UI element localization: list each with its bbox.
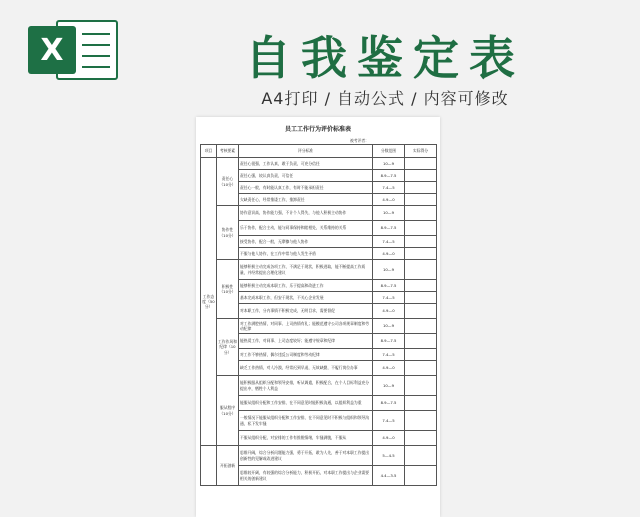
score-range-cell: 8.9—7.5: [373, 280, 405, 292]
evaluatee-label: 被考评者：: [350, 138, 369, 143]
factor-cell: 责任心（10分）: [217, 158, 239, 206]
score-range-cell: 7.4—5: [373, 236, 405, 248]
criteria-cell: 能热爱工作，对同事、上司态度较好；能遵守规章和纪律: [239, 334, 373, 349]
table-header-row: [201, 145, 437, 158]
actual-score-cell[interactable]: [405, 248, 437, 260]
criteria-cell: 对工作满腔热情，对同事、上司热情有礼；能模范遵守公司各项规章制度和劳动纪律: [239, 319, 373, 334]
item-cell: 工作态度（50分）: [201, 158, 217, 446]
actual-score-cell[interactable]: [405, 206, 437, 221]
criteria-cell: 一般情况下能服从组织分配和工作安排，在不同意见时不积极与组织和领导沟通，私下发牢骚: [239, 411, 373, 431]
column-header: 分数范围: [373, 145, 405, 158]
table-row: [201, 319, 437, 334]
table-body: [201, 158, 437, 486]
column-header: 考核要素: [217, 145, 239, 158]
score-range-cell: 8.9—7.5: [373, 334, 405, 349]
score-range-cell: 8.9—7.5: [373, 170, 405, 182]
criteria-cell: 责任心一般，有时能认真工作，有时不能承担责任: [239, 182, 373, 194]
actual-score-cell[interactable]: [405, 304, 437, 319]
factor-cell: 工作作风和纪律（10分）: [217, 319, 239, 376]
actual-score-cell[interactable]: [405, 221, 437, 236]
score-range-cell: 10—9: [373, 376, 405, 396]
table-row: [201, 206, 437, 221]
criteria-cell: 欠缺责任心，经常推诿工作，推卸责任: [239, 194, 373, 206]
actual-score-cell[interactable]: [405, 260, 437, 280]
actual-score-cell[interactable]: [405, 182, 437, 194]
criteria-cell: 接受协作，配合一般，无摩擦与他人协作: [239, 236, 373, 248]
score-range-cell: 4.4—3.5: [373, 466, 405, 486]
factor-cell: 开拓创新: [217, 446, 239, 486]
factor-cell: 协作性（10分）: [217, 206, 239, 260]
excel-logo: [28, 20, 118, 80]
criteria-cell: 对工作不够热情，偶尔违反公司制度和劳动纪律: [239, 349, 373, 361]
table-row: [201, 158, 437, 170]
criteria-cell: 缺乏工作热情，对人冷漠，经常迟到早退，无故缺勤，不履行岗位办事: [239, 361, 373, 376]
document-preview: [196, 117, 440, 517]
criteria-cell: 能服从组织分配和工作安排，在不同意见时能积极沟通，以组织利益为重: [239, 396, 373, 411]
criteria-cell: 能够积极主动完成本职工作，乐于提高和改进工作: [239, 280, 373, 292]
sheet-title: 员工工作行为评价标准表: [284, 126, 351, 133]
factor-cell: 积极性（10分）: [217, 260, 239, 319]
criteria-cell: 思维较开阔，有较强的综合分析能力，积极开拓，对本职工作提出与企业需要相关的创新建议: [239, 466, 373, 486]
table-row: [201, 260, 437, 280]
score-range-cell: 10—9: [373, 319, 405, 334]
criteria-cell: 对本职工作，分内事情不积极完成，无明目求，需要督促: [239, 304, 373, 319]
factor-cell: 服从程序（10分）: [217, 376, 239, 446]
actual-score-cell[interactable]: [405, 236, 437, 248]
score-range-cell: 8.9—7.5: [373, 396, 405, 411]
actual-score-cell[interactable]: [405, 158, 437, 170]
excel-x-icon: X: [28, 26, 76, 74]
actual-score-cell[interactable]: [405, 170, 437, 182]
actual-score-cell[interactable]: [405, 361, 437, 376]
table-row: [201, 376, 437, 396]
score-range-cell: 7.4—5: [373, 182, 405, 194]
score-range-cell: 10—9: [373, 158, 405, 170]
score-range-cell: 4.9—0: [373, 304, 405, 319]
actual-score-cell[interactable]: [405, 194, 437, 206]
actual-score-cell[interactable]: [405, 319, 437, 334]
score-range-cell: 7.4—5: [373, 411, 405, 431]
criteria-cell: 不服从组织分配，对安排的工作有推脱情绪，牢骚满腹，不服从: [239, 431, 373, 446]
actual-score-cell[interactable]: [405, 376, 437, 396]
score-range-cell: 5—4.5: [373, 446, 405, 466]
item-cell: [201, 446, 217, 486]
score-range-cell: 10—9: [373, 260, 405, 280]
table-row: [201, 446, 437, 466]
evaluation-table: [200, 144, 437, 486]
score-range-cell: 4.9—0: [373, 194, 405, 206]
page-title: 自我鉴定表: [245, 31, 525, 85]
criteria-cell: 能够积极主动完成各项工作，不满足于现状，积极进取，能不断提高工作质量，并经常提出合理化建议: [239, 260, 373, 280]
score-range-cell: 10—9: [373, 206, 405, 221]
actual-score-cell[interactable]: [405, 396, 437, 411]
column-header: 项目: [201, 145, 217, 158]
criteria-cell: 基本完成本职工作，但安于现状，不关心企业发展: [239, 292, 373, 304]
actual-score-cell[interactable]: [405, 349, 437, 361]
score-range-cell: 4.9—0: [373, 361, 405, 376]
score-range-cell: 7.4—5: [373, 292, 405, 304]
actual-score-cell[interactable]: [405, 466, 437, 486]
actual-score-cell[interactable]: [405, 292, 437, 304]
criteria-cell: 思维开阔，综合分析问题能力强，勇于开拓，敢为人先，善于对本职工作提出创新性的见解或改进建议: [239, 446, 373, 466]
column-header: 评分标准: [239, 145, 373, 158]
page-subtitle: A4打印 / 自动公式 / 内容可修改: [261, 89, 509, 108]
column-header: 实际得分: [405, 145, 437, 158]
score-range-cell: 4.9—0: [373, 248, 405, 260]
score-range-cell: 7.4—5: [373, 349, 405, 361]
criteria-cell: 不服与他人协作，在工作中常与他人发生矛盾: [239, 248, 373, 260]
criteria-cell: 能积极服从组织分配和领导安排，听从调遣，积极配合，在个人目标利益充分提出中，牺牲个人利益: [239, 376, 373, 396]
criteria-cell: 乐于协作，配合主动，能与同事保持和睦相处，关系维持的关系: [239, 221, 373, 236]
criteria-cell: 责任心很强，工作认真，敢于负责，可充分信任: [239, 158, 373, 170]
actual-score-cell[interactable]: [405, 334, 437, 349]
score-range-cell: 4.9—0: [373, 431, 405, 446]
actual-score-cell[interactable]: [405, 431, 437, 446]
score-range-cell: 8.9—7.5: [373, 221, 405, 236]
actual-score-cell[interactable]: [405, 411, 437, 431]
actual-score-cell[interactable]: [405, 280, 437, 292]
criteria-cell: 责任心强，较认真负责，可信任: [239, 170, 373, 182]
unit-line: [196, 137, 440, 144]
criteria-cell: 协作意识高，协作能力强，不计个人得失，与他人积极主动协作: [239, 206, 373, 221]
actual-score-cell[interactable]: [405, 446, 437, 466]
